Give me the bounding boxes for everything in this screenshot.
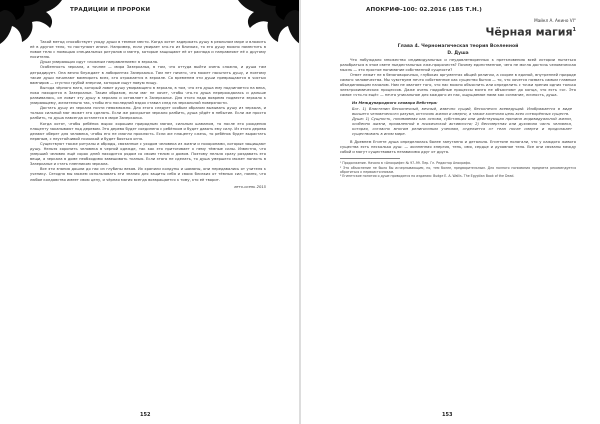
left-paragraph: Достать душу из зеркала почти невозможно. Для этого следует особым образом вызывать душу из зеркала, и только сильный маг может это сделать. Если же раскрытое зеркало разбить, душа уйдёт в небытие. Если же просто разбить, то душа навсегда останется в мире Зазеркалья. <box>30 106 266 121</box>
right-paragraph: В Древнем Египте душа определялась более запутанно и детально. Египтяне полагали, что у каждого живого существа есть несколько душ: — жизненная энергия, тень, имя, сердце и духовное тело. Все они связаны между собой и могут существовать независимо друг от друга. <box>340 140 576 155</box>
left-paragraph: Существуют также ритуалы и обряды, связанные с уходом человека из жизни и похоронами, которые защищают душу. Нельзя хоронить человека в черной одежде, так как это притягивает к нему тёмные силы. Известно, что умерший человек ещё сорок дней находится рядом со своим телом и домом. Поэтому нельзя сразу раздавать его вещи, а зеркала в доме необходимо завешивать тканью. Если этого не сделать, то душа умершего может попасть в Зазеркалье и стать пленником зеркала. <box>30 141 266 167</box>
right-page-number: 153 <box>442 412 453 418</box>
article-author: Майкл А. Акино VI° <box>534 18 576 23</box>
footnote: ² Это объяснение не было бы исчерпывающим, но, тем более, предварительным. Для полного понимания предмета рекомендуется обратиться к первоисточникам. <box>340 165 576 174</box>
quote-heading: Из Международного словаря Вебстера: <box>352 101 438 106</box>
article-title-text: Чёрная магия <box>485 25 573 39</box>
right-running-header: АПОКРИФ-100: 02.2016 (185 Т.Н.) <box>366 7 482 13</box>
footnotes <box>340 161 576 178</box>
left-paragraph: Такой метод способствует уходу души в темное место. Когда хотят задержать душу в реальном мире и вложить её в другое тело, то поступают иначе. Например, если умирает кто-то из близких, то его душу можно поместить в новое тело с помощью специальных ритуалов и мантр, которые защищают её от распада и направляют её к другому носителю. <box>30 40 266 60</box>
dictionary-quote <box>352 101 572 137</box>
left-running-header: ТРАДИЦИИ И ПРОРОКИ <box>70 7 151 13</box>
right-paragraph: Ответ лежит не в безоговорочных, глубоких аргументах общей религии, а скорее в единой, внутренней природе самого человечества. Мы чувствуем нечто собственное как существо бытия — то, что хочется назвать самым главным объединяющим началом. Нам не хватает того, что нас можно объяснить или определить с точки зрения одних только электрохимических процессов. Даже очень подробные процессы мозга не объясняют до конца, что есть «я». Это самое «что-то ещё» — нечто уникальное для каждого из нас, ощущаемое нами как сознание, личность, душа. <box>340 72 576 98</box>
footnote: ³ Египетские понятия о душе приводятся по изданию: Budge E. A. Wallis. The Egyptian Book of the Dead. <box>340 174 515 179</box>
right-text-column <box>340 18 576 179</box>
right-paragraph: Что побуждало множество индивидуальных и неудовлетворенных к преткновению всей истории пытаться разобраться в этом свете пьедестальных лже-пророчеств? Почему единственное, чего не могла достичь человеческая мысль — это простое понимание собственной сущности? <box>340 57 576 72</box>
left-text-column <box>30 40 266 190</box>
footnote-rule <box>340 158 400 159</box>
quote-paragraph: Бог. 1) Властелин бесконечный, вечный, извечно сущий, бесконечно всеведущий. Изображается в виде высшего человеческого разума, источник жизни и смерти, а также конечная цель всех сотворённых существ. <box>352 106 572 116</box>
left-signature: лето-осень 2015 <box>233 184 266 189</box>
chapter-heading: Глава 4. Черномагическая теория Вселенной <box>397 43 519 49</box>
left-paragraph: Все эти знания дошли до нас из глубины веков. Их хранили колдуны и шаманы, они передавались от учителя к ученику. Сегодня мы можем использовать эти знания для защиты себя и своих близких от тёмных сил, помня, что любое колдовство имеет свою цену, и чёрная магия всегда возвращается к тому, кто её творит. <box>30 167 266 182</box>
left-paragraph: Души умирающих идут «ложным направлением» в зеркала. <box>40 60 159 65</box>
title-footnote-marker: 1 <box>572 27 576 33</box>
left-paragraph: Когда хотят, чтобы ребёнок вырос хорошим природным магом, сильным шаманом, то после его рождения плаценту закапывают под деревом. Это дерево будет соединено с ребёнком и будет давать ему силу. Из этого дерева делают оберег для человека, чтобы его не смогли проклясть. Если же плаценту сжечь, то ребёнок будет вырастать нервным, с неустойчивой психикой и будет бояться огня. <box>30 121 266 141</box>
right-page <box>300 0 600 424</box>
footnote: ¹ Продолжение. Начало в «Апокрифе» № 97–99. Пер. Гл. Редактор Апокрифа. <box>340 161 471 166</box>
left-paragraph: Выгода чёрного мага, который ловит душу умирающего в зеркало, в том, что эта душа ему подчиняется на века, пока находится в Зазеркалье. Таким образом, если маг не хочет, чтобы что-то душа перерождалась и дальше развивалась, он ловит эту душу в зеркало и оставляет в Зазеркалье. Для этого надо вовремя подвести зеркало к умирающему, желательно так, чтобы его последний вздох ставил след на зеркальной поверхности. <box>30 85 266 106</box>
left-paragraph: Особенность зеркала, а точнее — мира Зазеркалья, в том, что оттуда выйти очень сложно, и душа там деградирует. Она вечно блуждает в лабиринтах Зазеркалья. Там нет ничего, что может насытить душу, и поэтому такие души начинают вампирить всех, кто отражается в зеркале. Со временем эти души превращаются в чистых вампиров — сгустки грубой энергии, которые ищут новую пищу. <box>30 65 266 85</box>
quote-paragraph: Душа: 1) Сущность, понимаемая как основа, субстанция или действующая причина индивидуальной жизни, особенно жизни, проявленной в психической активности; 2) бессмертная или духовная часть человека, которая, согласно многим религиозным учениям, отделяется от тела после смерти и продолжает существовать в ином мире. <box>352 116 572 136</box>
section-heading: D. Душа <box>447 50 469 56</box>
article-title <box>340 24 576 39</box>
left-page-number: 152 <box>140 412 151 418</box>
